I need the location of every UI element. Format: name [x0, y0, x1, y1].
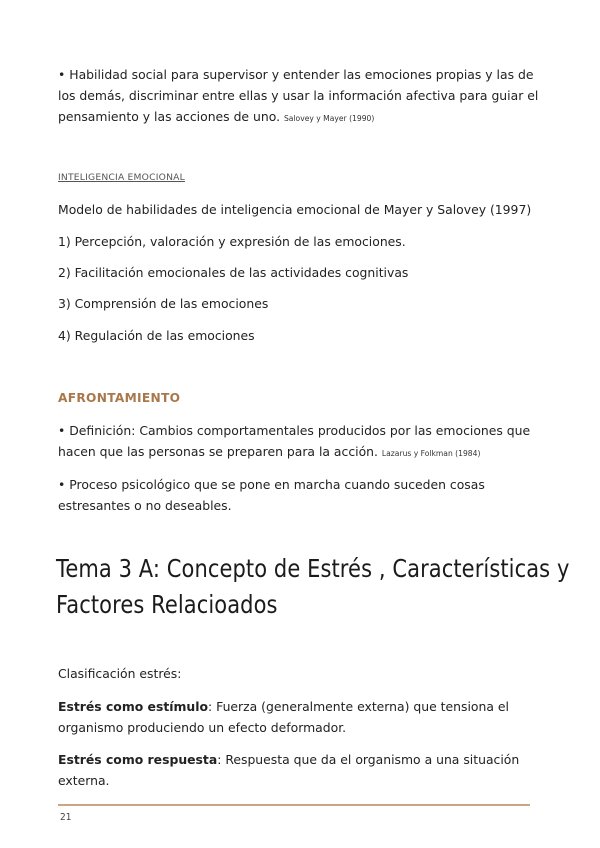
respuesta-term: Estrés como respuesta	[58, 752, 218, 767]
estimulo-term: Estrés como estímulo	[58, 699, 209, 714]
estimulo-paragraph	[58, 696, 548, 738]
modelo-item-3: 3) Comprensión de las emociones	[58, 296, 269, 311]
footer-rule	[58, 804, 530, 806]
definicion-source: Lazarus y Folkman (1984)	[381, 449, 481, 458]
page-number: 21	[60, 812, 72, 823]
respuesta-text: : Respuesta que da el organismo a una situación externa.	[58, 752, 520, 788]
afrontamiento-heading: AFRONTAMIENTO	[58, 391, 181, 405]
afrontamiento-definicion	[58, 420, 548, 464]
tema-title-line1: Tema 3 A: Concepto de Estrés , Características y	[56, 554, 570, 583]
habilidad-paragraph	[58, 64, 548, 129]
habilidad-text: • Habilidad social para supervisor y entender las emociones propias y las de los demás, discriminar entre ellas y usar la información afectiva para guiar el pensamiento y las acciones de uno.	[58, 67, 539, 124]
modelo-item-1: 1) Percepción, valoración y expresión de las emociones.	[58, 234, 406, 249]
habilidad-source: Salovey y Mayer (1990)	[283, 114, 375, 123]
modelo-item-4: 4) Regulación de las emociones	[58, 328, 255, 343]
modelo-intro: Modelo de habilidades de inteligencia emocional de Mayer y Salovey (1997)	[58, 202, 532, 217]
modelo-item-2: 2) Facilitación emocionales de las actividades cognitivas	[58, 265, 409, 280]
tema-title-line2: Factores Relacioados	[56, 590, 278, 619]
tema-title	[56, 551, 570, 623]
respuesta-paragraph	[58, 749, 548, 791]
clasificacion-label: Clasificación estrés:	[58, 666, 182, 681]
inteligencia-emocional-subheading: INTELIGENCIA EMOCIONAL	[58, 172, 185, 183]
estimulo-text: : Fuerza (generalmente externa) que tensiona el organismo produciendo un efecto deformador.	[58, 699, 509, 735]
afrontamiento-proceso: • Proceso psicológico que se pone en marcha cuando suceden cosas estresantes o no deseables.	[58, 477, 485, 513]
definicion-text: • Definición: Cambios comportamentales producidos por las emociones que hacen que las personas se preparen para la acción.	[58, 423, 531, 459]
